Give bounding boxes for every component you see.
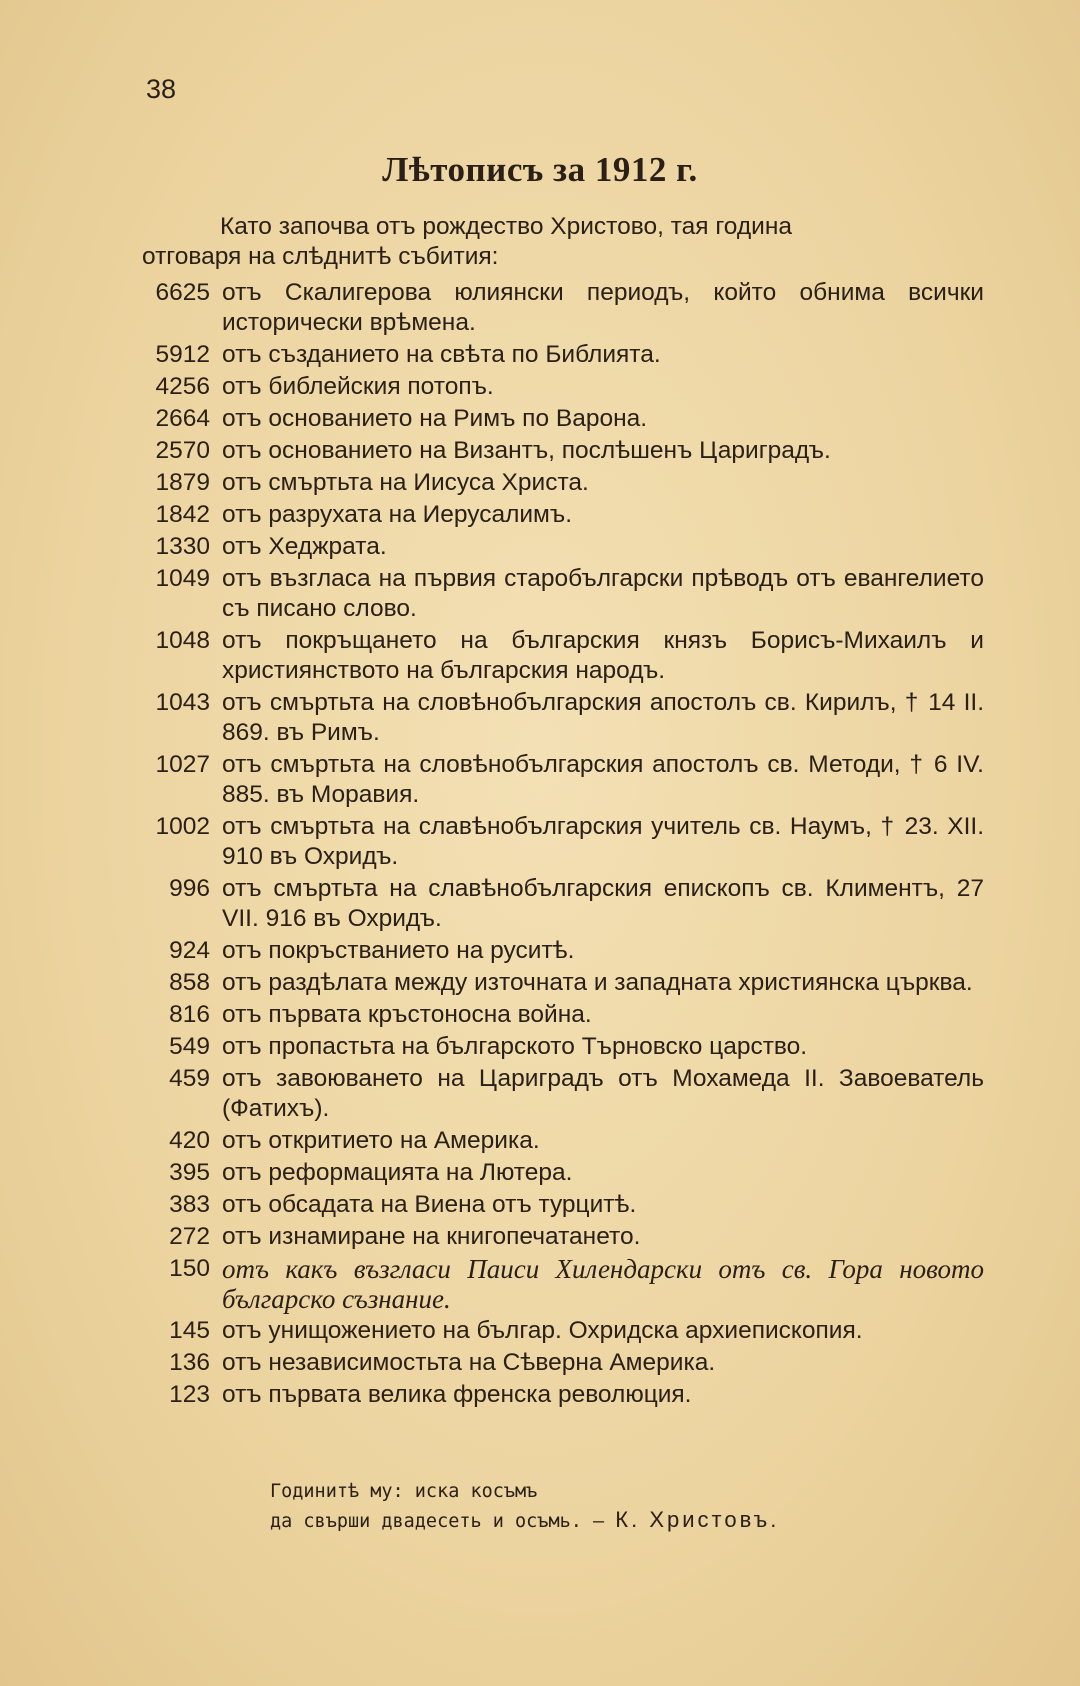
chronicle-entry: [138, 404, 984, 434]
chronicle-list: [138, 278, 984, 1412]
entry-text: отъ смъртьта на славѣнобългарския учитель св. Наумъ, † 23. XII. 910 въ Охридъ.: [222, 813, 984, 870]
chronicle-entry: [138, 278, 984, 338]
entry-year: 5912: [155, 341, 210, 368]
intro-line-1: Като започва отъ рождество Христово, тая година: [220, 213, 792, 240]
entry-text: отъ завоюването на Цариградъ отъ Мохамеда II. Завоеватель (Фатихъ).: [222, 1065, 984, 1122]
entry-year: 1879: [155, 469, 210, 496]
chronicle-entry: [138, 564, 984, 624]
chronicle-entry: [138, 750, 984, 810]
entry-year: 383: [169, 1191, 210, 1218]
chronicle-entry: [138, 340, 984, 370]
chronicle-entry: [138, 1316, 984, 1346]
entry-year: 459: [169, 1065, 210, 1092]
entry-text: отъ смъртьта на Иисуса Христа.: [222, 469, 589, 496]
entry-year: 6625: [155, 279, 210, 306]
entry-year: 1330: [155, 533, 210, 560]
entry-text: отъ смъртьта на словѣнобългарския апостолъ св. Кирилъ, † 14 II. 869. въ Римъ.: [222, 689, 984, 746]
verse-author: К. Христовъ.: [615, 1507, 780, 1532]
entry-year: 123: [169, 1381, 210, 1408]
chronicle-entry: [138, 936, 984, 966]
closing-verse: [270, 1478, 990, 1536]
entry-text: отъ унищожението на българ. Охридска архиепископия.: [222, 1317, 863, 1344]
intro-line-2: отговаря на слѣднитѣ събития:: [142, 243, 499, 270]
chronicle-entry: [138, 812, 984, 872]
chronicle-entry: [138, 1222, 984, 1252]
entry-text: отъ създанието на свѣта по Библията.: [222, 341, 661, 368]
entry-year: 1043: [155, 689, 210, 716]
chronicle-entry: [138, 532, 984, 562]
chronicle-entry: [138, 1348, 984, 1378]
chronicle-entry: [138, 1158, 984, 1188]
entry-text: отъ пропастьта на българското Търновско царство.: [222, 1033, 808, 1060]
entry-text: отъ раздѣлата между източната и западната християнска църква.: [222, 969, 973, 996]
chronicle-entry: [138, 874, 984, 934]
entry-text: отъ първата кръстоносна война.: [222, 1001, 592, 1028]
intro-paragraph: [142, 212, 982, 272]
chronicle-entry: [138, 688, 984, 748]
chronicle-entry: [138, 500, 984, 530]
verse-line-1: Годинитѣ му: иска косъмъ: [270, 1481, 538, 1502]
entry-year: 150: [169, 1255, 210, 1282]
entry-text: отъ Скалигерова юлиянски периодъ, който обнима всички исторически врѣмена.: [222, 279, 984, 336]
chronicle-entry: [138, 1032, 984, 1062]
verse-line-2-text: да свърши двадесеть и осъмь. —: [270, 1511, 605, 1532]
entry-text: отъ възгласа на първия старобългарски прѣводъ отъ евангелието съ писано слово.: [222, 565, 984, 622]
entry-year: 145: [169, 1317, 210, 1344]
chronicle-entry: [138, 1000, 984, 1030]
entry-year: 136: [169, 1349, 210, 1376]
chronicle-entry: [138, 1126, 984, 1156]
entry-year: 395: [169, 1159, 210, 1186]
entry-text: отъ смъртьта на словѣнобългарския апостолъ св. Методи, † 6 IV. 885. въ Моравия.: [222, 751, 984, 808]
entry-year: 816: [169, 1001, 210, 1028]
entry-text: отъ смъртьта на славѣнобългарския епископъ св. Климентъ, 27 VII. 916 въ Охридъ.: [222, 875, 984, 932]
entry-year: 924: [169, 937, 210, 964]
chronicle-entry: [138, 626, 984, 686]
entry-text: отъ откритието на Америка.: [222, 1127, 540, 1154]
entry-text: отъ основанието на Римъ по Варона.: [222, 405, 648, 432]
entry-text: отъ библейския потопъ.: [222, 373, 494, 400]
page-title: Лѣтописъ за 1912 г.: [382, 150, 698, 189]
entry-year: 1002: [155, 813, 210, 840]
entry-year: 4256: [155, 373, 210, 400]
chronicle-entry: [138, 436, 984, 466]
chronicle-entry: [138, 468, 984, 498]
entry-text: отъ Хеджрата.: [222, 533, 387, 560]
entry-year: 549: [169, 1033, 210, 1060]
entry-text: отъ реформацията на Лютера.: [222, 1159, 573, 1186]
chronicle-entry: [138, 968, 984, 998]
entry-year: 1048: [155, 627, 210, 654]
page-number: 38: [146, 74, 177, 104]
entry-text: отъ покръщането на българския князъ Борисъ-Михаилъ и християнството на българския народъ.: [222, 627, 984, 684]
chronicle-entry: [138, 1254, 984, 1314]
entry-year: 272: [169, 1223, 210, 1250]
entry-text: отъ обсадата на Виена отъ турцитѣ.: [222, 1191, 637, 1218]
entry-year: 858: [169, 969, 210, 996]
chronicle-entry: [138, 1380, 984, 1410]
entry-text: отъ разрухата на Иерусалимъ.: [222, 501, 573, 528]
entry-text: отъ изнамиране на книгопечатането.: [222, 1223, 641, 1250]
verse-line-2: [270, 1506, 990, 1536]
chronicle-entry: [138, 372, 984, 402]
entry-year: 2570: [155, 437, 210, 464]
entry-year: 2664: [155, 405, 210, 432]
entry-text: отъ първата велика френска революция.: [222, 1381, 692, 1408]
entry-year: 1027: [155, 751, 210, 778]
entry-text: отъ основанието на Византъ, послѣшенъ Цариградъ.: [222, 437, 831, 464]
entry-text: отъ независимостьта на Сѣверна Америка.: [222, 1349, 716, 1376]
entry-year: 996: [169, 875, 210, 902]
entry-year: 420: [169, 1127, 210, 1154]
entry-year: 1842: [155, 501, 210, 528]
entry-text: отъ покръстванието на руситѣ.: [222, 937, 575, 964]
entry-text: отъ какъ възгласи Паиси Хилендарски отъ св. Гора новото българско съзнание.: [222, 1254, 984, 1314]
chronicle-entry: [138, 1190, 984, 1220]
entry-year: 1049: [155, 565, 210, 592]
chronicle-entry: [138, 1064, 984, 1124]
